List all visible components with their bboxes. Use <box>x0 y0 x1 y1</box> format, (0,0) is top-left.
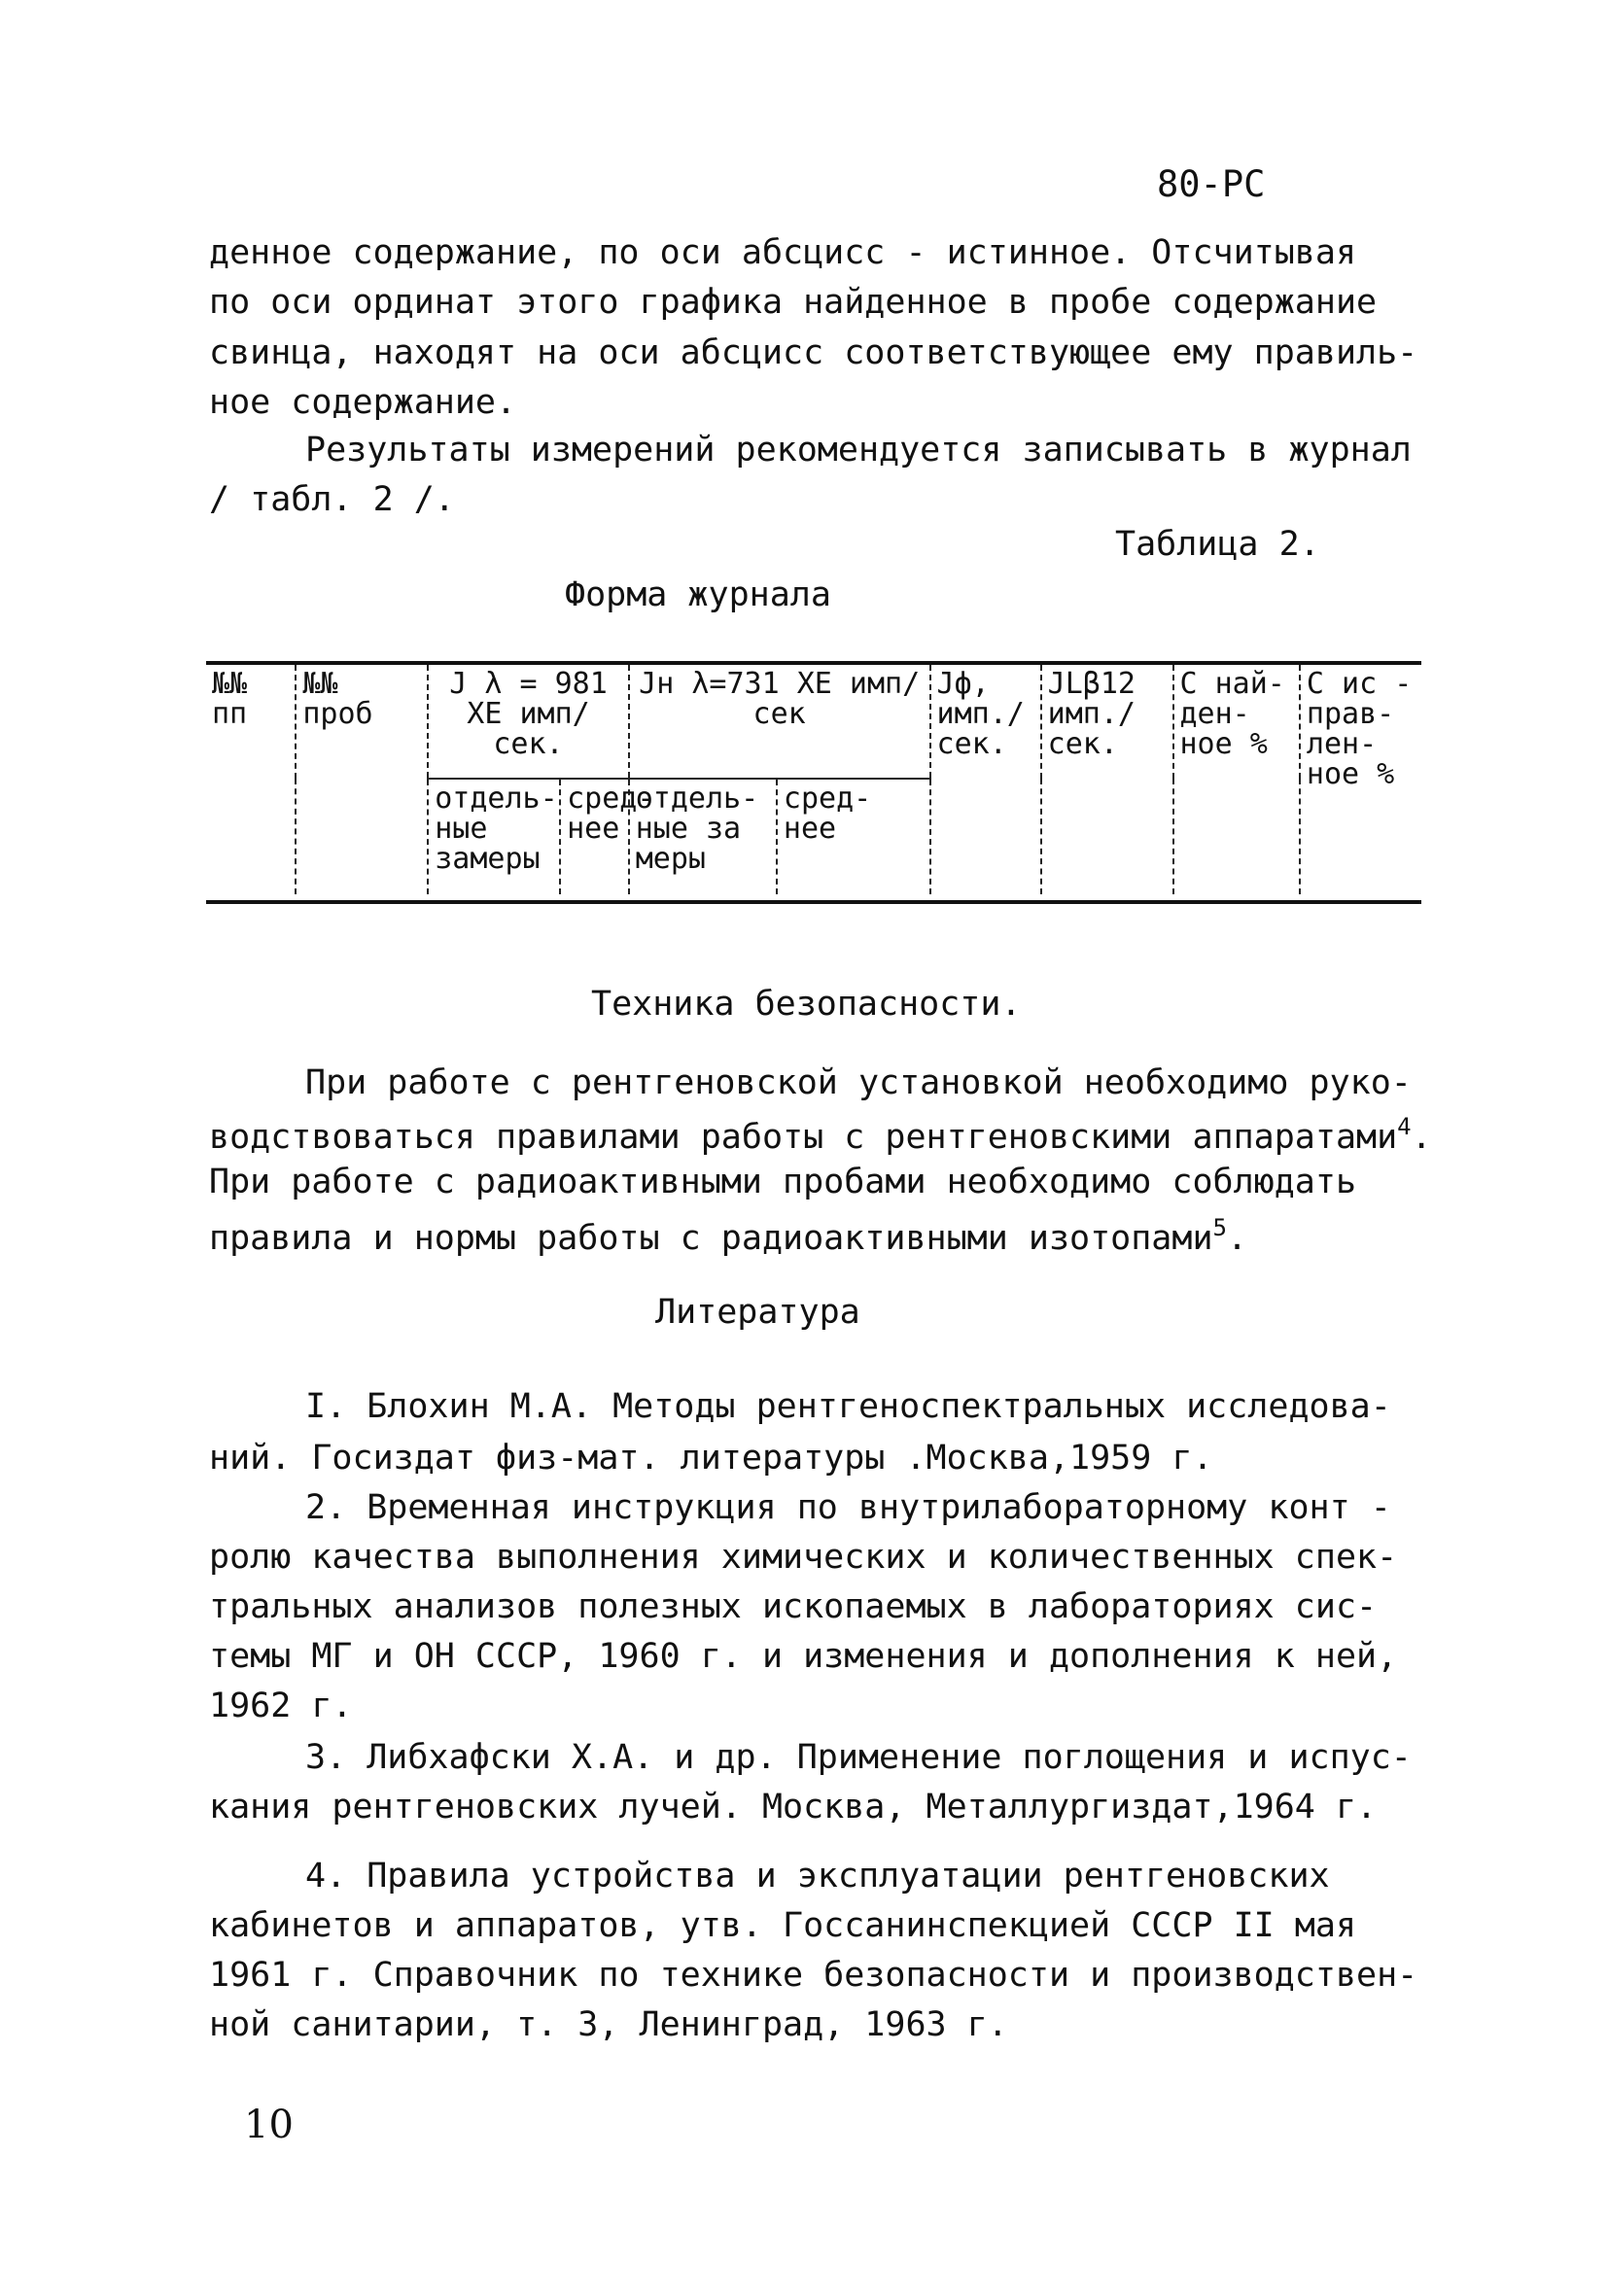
safety-title: Техника безопасности. <box>591 985 1022 1024</box>
safety-line: При работе с рентгеновской установкой необходимо руко- <box>305 1063 1412 1102</box>
table-number: Таблица 2. <box>1115 525 1320 564</box>
reference-line: 3. Либхафски Х.А. и др. Применение поглощения и испус- <box>305 1738 1412 1777</box>
reference-line: 1961 г. Справочник по технике безопасности и производствен- <box>209 1956 1418 1995</box>
reference-line: тральных анализов полезных ископаемых в лабораториях сис- <box>209 1587 1378 1626</box>
col-nn-header: №№ пп <box>212 667 248 731</box>
col-prob-header: №№ проб <box>296 663 428 894</box>
safety-line: При работе с радиоактивными пробами необходимо соблюдать <box>209 1163 1357 1201</box>
safety-line: правила и нормы работы с радиоактивными изотопами$^5$. <box>209 1214 1248 1258</box>
reference-line: ролю качества выполнения химических и количественных спек- <box>209 1538 1398 1577</box>
intro-line: по оси ординат этого графика найденное в пробе содержание <box>209 283 1378 322</box>
page-number: 10 <box>244 2103 294 2147</box>
reference-line: ний. Госиздат физ-мат. литературы .Москва,1959 г. <box>209 1439 1213 1478</box>
intro-line: денное содержание, по оси абсцисс - истинное. Отсчитывая <box>209 233 1357 272</box>
reference-line: 2. Временная инструкция по внутрилабораторному конт - <box>305 1488 1391 1527</box>
intro-line: ное содержание. <box>209 383 517 422</box>
reference-line: кания рентгеновских лучей. Москва, Металлургиздат,1964 г. <box>209 1788 1378 1826</box>
j-individual-subheader: отдель- ные замеры <box>428 779 560 894</box>
col-jf-header: Jф, имп./ сек. <box>930 663 1041 894</box>
reference-line: темы МГ и ОН СССР, 1960 г. и изменения и дополнения к ней, <box>209 1637 1398 1676</box>
reference-line: кабинетов и аппаратов, утв. Госсанинспекцией СССР II мая <box>209 1906 1357 1945</box>
col-j-header: J λ = 981 ХЕ имп/сек. <box>428 663 629 779</box>
reference-line: I. Блохин М.А. Методы рентгеноспектральных исследова- <box>305 1387 1391 1426</box>
col-jn-header: Jн λ=731 ХЕ имп/сек <box>629 663 930 779</box>
table-title: Форма журнала <box>565 575 831 614</box>
reference-line: 1962 г. <box>209 1687 353 1725</box>
results-line: / табл. 2 /. <box>209 480 455 519</box>
results-line: Результаты измерений рекомендуется записывать в журнал <box>305 431 1412 470</box>
reference-line: ной санитарии, т. 3, Ленинград, 1963 г. <box>209 2005 1008 2044</box>
intro-line: свинца, находят на оси абсцисс соответствующее ему правиль- <box>209 333 1418 372</box>
safety-line: водствоваться правилами работы с рентгеновскими аппаратами$^4$. <box>209 1113 1432 1157</box>
journal-table <box>206 661 1421 904</box>
col-jl-header: JLβ12 имп./ сек. <box>1041 663 1173 894</box>
jn-individual-subheader: отдель- ные за меры <box>629 779 777 894</box>
jn-mean-subheader: сред- нее <box>777 779 930 894</box>
footnote-ref: 5 <box>1212 1214 1227 1241</box>
reference-line: 4. Правила устройства и эксплуатации рентгеновских <box>305 1857 1330 1896</box>
j-mean-subheader: сред- нее <box>560 779 629 894</box>
footnote-ref: 4 <box>1397 1113 1412 1140</box>
document-code: 80-РС <box>1157 163 1266 205</box>
col-c-found-header: С най- ден- ное % <box>1173 663 1300 894</box>
literature-title: Литература <box>655 1293 860 1332</box>
col-c-corrected-header: С ис - прав- лен- ное % <box>1300 663 1421 894</box>
